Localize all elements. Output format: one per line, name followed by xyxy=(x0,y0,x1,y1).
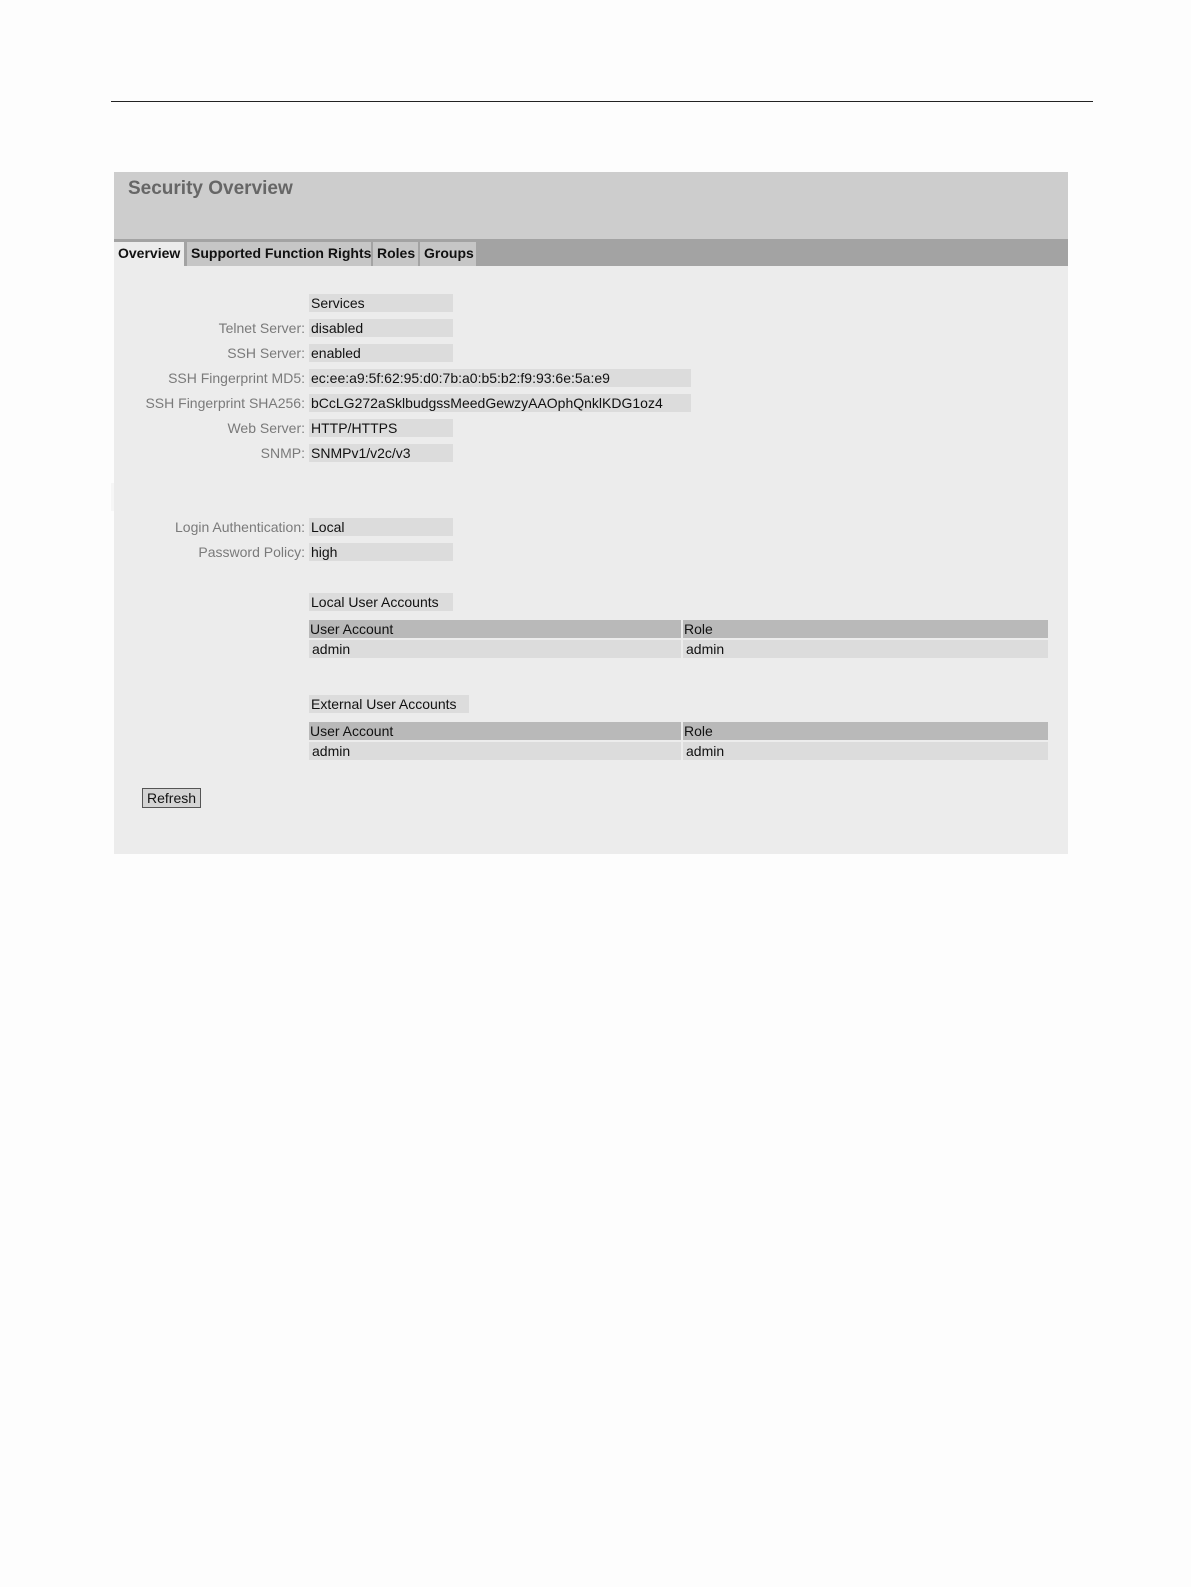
ssh-fingerprint-md5-label: SSH Fingerprint MD5: xyxy=(168,370,305,386)
ssh-server-label: SSH Server: xyxy=(227,345,305,361)
services-heading: Services xyxy=(309,294,453,312)
telnet-server-row xyxy=(114,319,1068,337)
web-server-label: Web Server: xyxy=(227,420,305,436)
table-row xyxy=(309,742,1048,760)
login-authentication-label: Login Authentication: xyxy=(175,519,305,535)
user-account-cell: admin xyxy=(309,742,681,760)
table-header-row xyxy=(309,620,1048,638)
role-cell: admin xyxy=(683,742,1048,760)
ssh-fingerprint-md5-row xyxy=(114,369,1068,387)
panel-header xyxy=(114,172,1068,239)
snmp-row xyxy=(114,444,1068,462)
tab-supported-function-rights[interactable]: Supported Function Rights xyxy=(187,242,371,266)
ssh-fingerprint-sha256-row xyxy=(114,394,1068,412)
column-header-user-account: User Account xyxy=(309,722,681,740)
snmp-label: SNMP: xyxy=(260,445,305,461)
local-user-accounts-heading: Local User Accounts xyxy=(309,593,453,611)
services-heading-row xyxy=(114,294,1068,312)
login-authentication-value: Local xyxy=(309,518,453,536)
section-divider xyxy=(111,483,114,511)
column-header-role: Role xyxy=(683,620,1048,638)
ssh-server-row xyxy=(114,344,1068,362)
telnet-server-label: Telnet Server: xyxy=(218,320,305,336)
tab-groups[interactable]: Groups xyxy=(420,242,476,266)
refresh-button[interactable]: Refresh xyxy=(142,788,201,808)
snmp-value: SNMPv1/v2c/v3 xyxy=(309,444,453,462)
table-header-row xyxy=(309,722,1048,740)
ssh-server-value: enabled xyxy=(309,344,453,362)
password-policy-row xyxy=(114,543,1068,561)
web-server-value: HTTP/HTTPS xyxy=(309,419,453,437)
security-overview-panel xyxy=(114,172,1068,854)
column-header-role: Role xyxy=(683,722,1048,740)
user-account-cell: admin xyxy=(309,640,681,658)
page-title: Security Overview xyxy=(128,178,293,199)
role-cell: admin xyxy=(683,640,1048,658)
column-header-user-account: User Account xyxy=(309,620,681,638)
external-user-accounts-table xyxy=(307,720,1050,762)
tab-roles[interactable]: Roles xyxy=(373,242,418,266)
password-policy-value: high xyxy=(309,543,453,561)
ssh-fingerprint-sha256-value: bCcLG272aSklbudgssMeedGewzyAAOphQnklKDG1oz4 xyxy=(309,394,691,412)
table-row xyxy=(309,640,1048,658)
web-server-row xyxy=(114,419,1068,437)
external-user-accounts-heading: External User Accounts xyxy=(309,695,469,713)
local-user-accounts-table xyxy=(307,618,1050,660)
tab-bar xyxy=(114,239,1068,266)
ssh-fingerprint-md5-value: ec:ee:a9:5f:62:95:d0:7b:a0:b5:b2:f9:93:6e:5a:e9 xyxy=(309,369,691,387)
telnet-server-value: disabled xyxy=(309,319,453,337)
page-header-rule xyxy=(111,101,1093,102)
ssh-fingerprint-sha256-label: SSH Fingerprint SHA256: xyxy=(145,395,305,411)
password-policy-label: Password Policy: xyxy=(198,544,305,560)
tab-overview[interactable]: Overview xyxy=(114,242,184,266)
login-authentication-row xyxy=(114,518,1068,536)
